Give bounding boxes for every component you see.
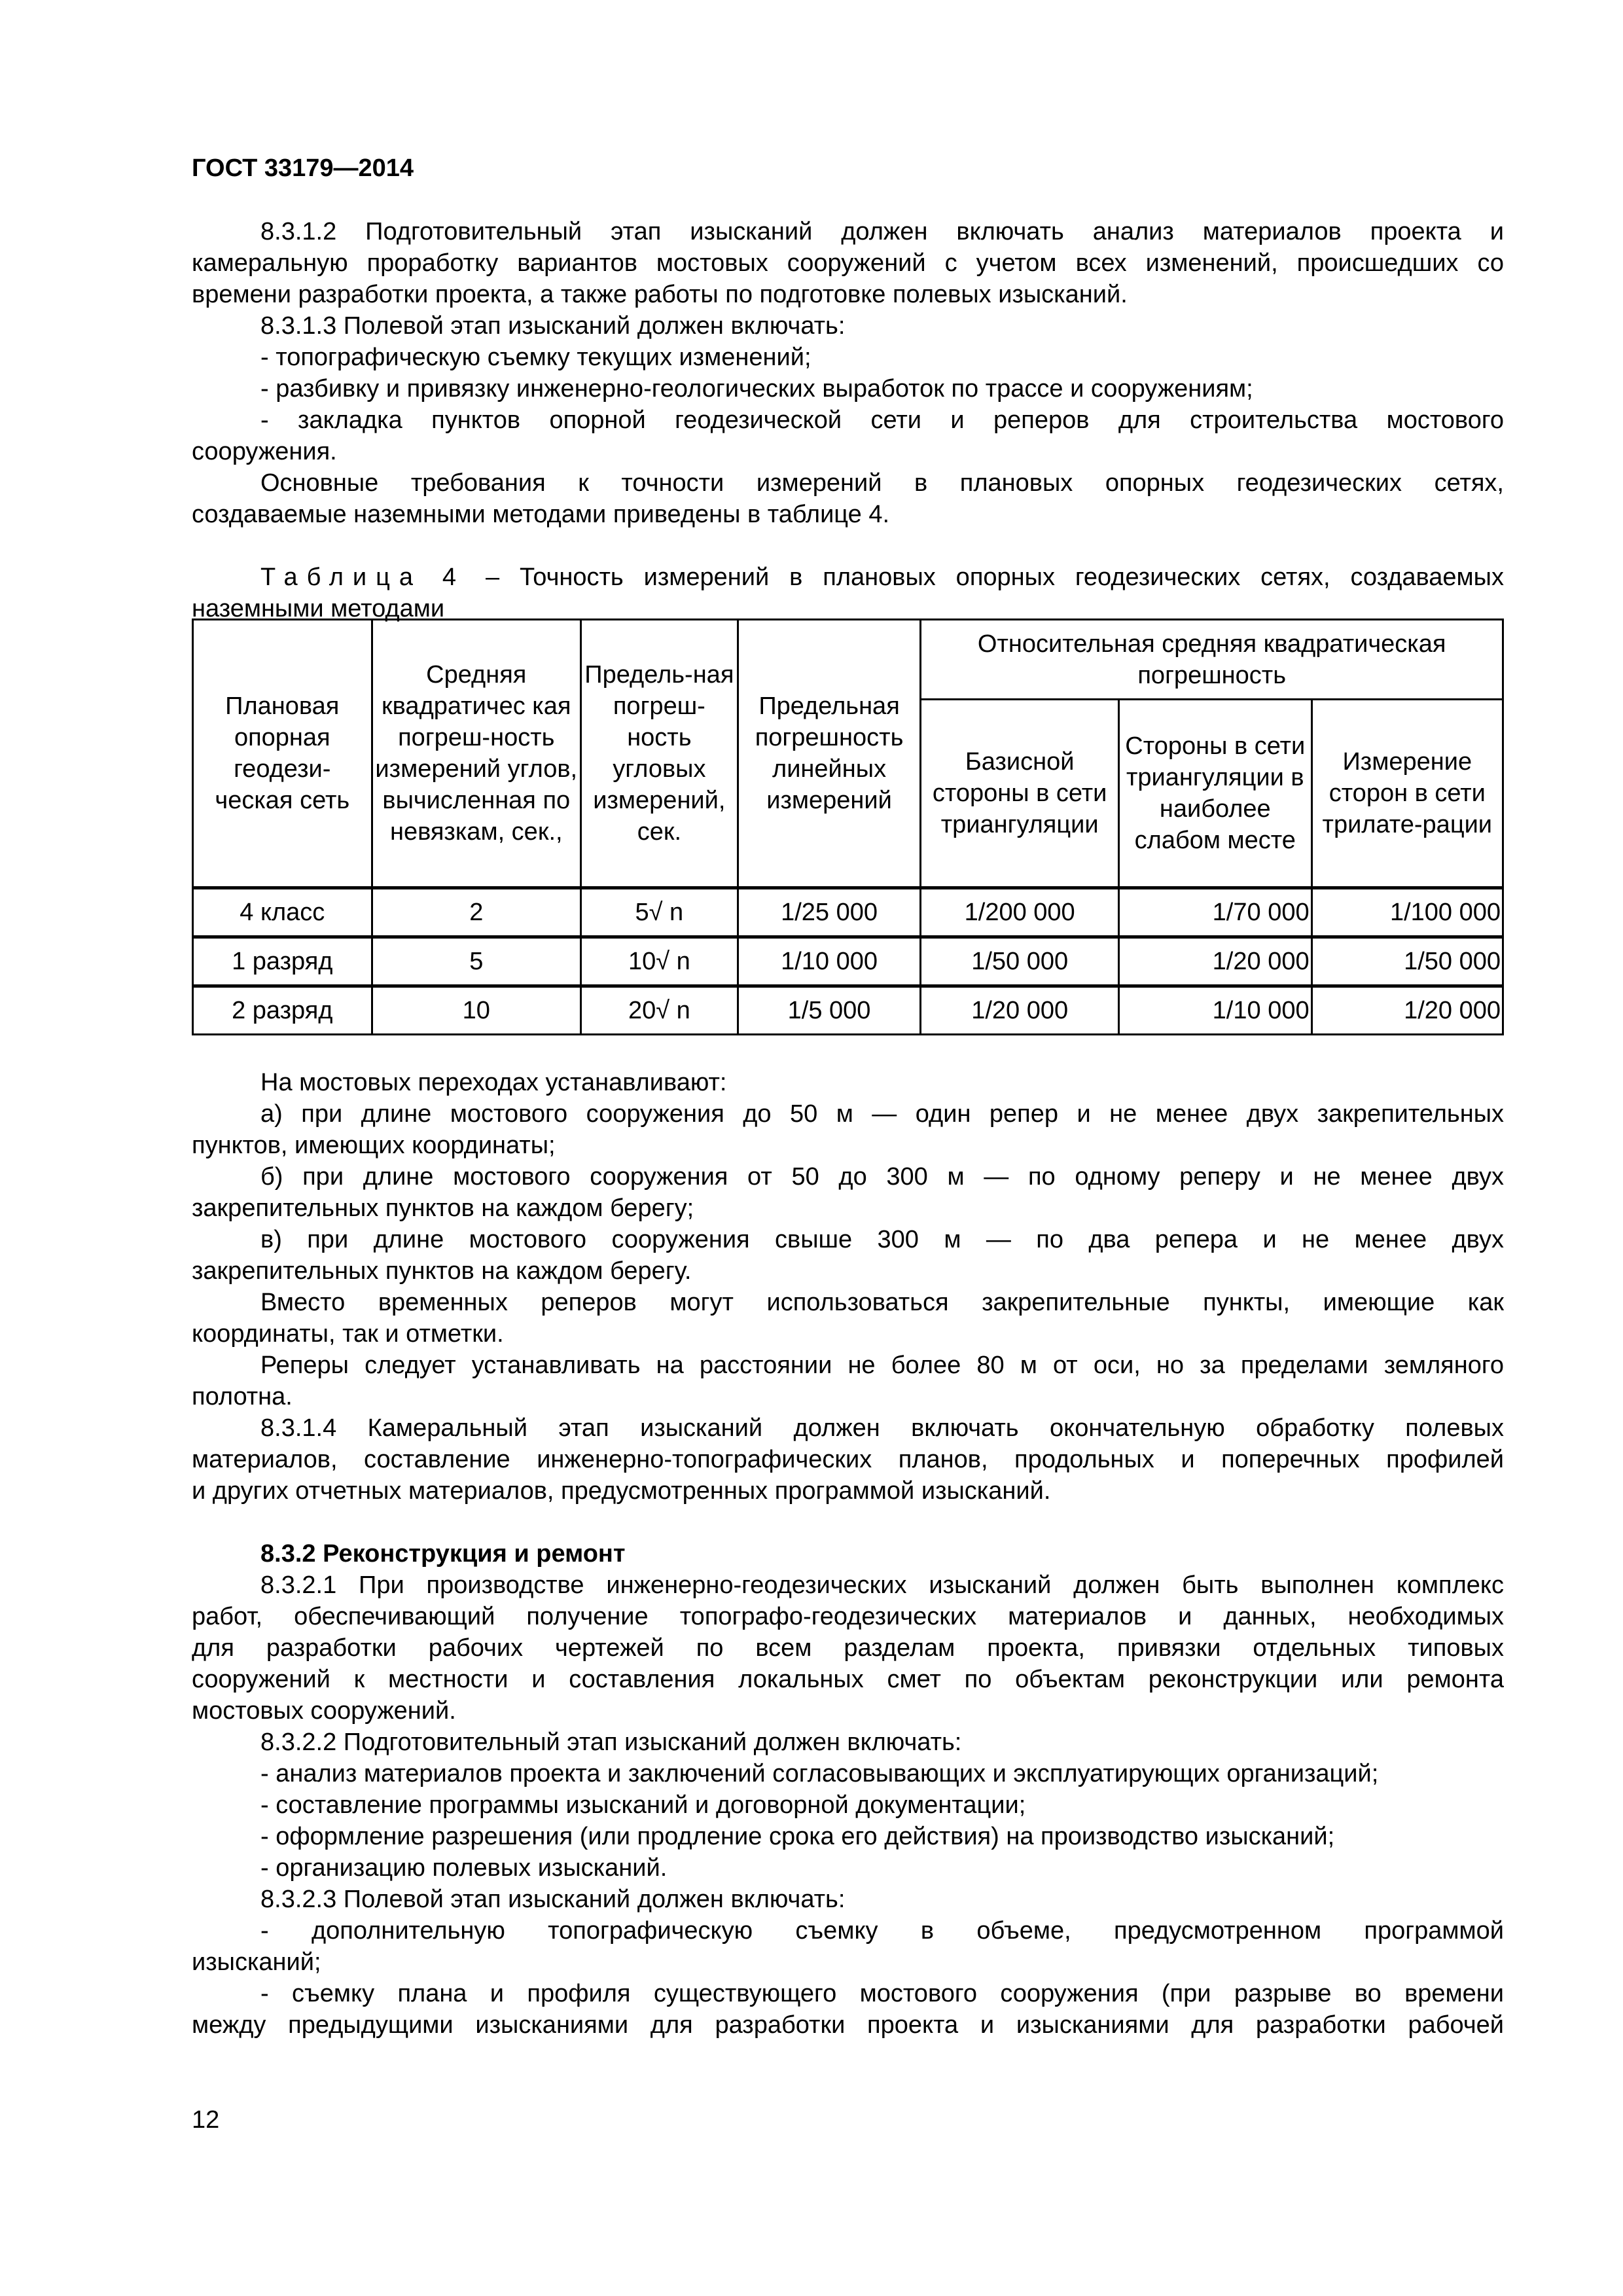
section-8-3-2-text — [192, 1538, 1504, 2041]
paragraph-line: 8.3.2.3 Полевой этап изысканий должен включать: — [260, 1886, 846, 1913]
cell-angle-limit: 20√ n — [580, 986, 738, 1035]
cell-weak-side: 1/70 000 — [1118, 888, 1311, 937]
cell-angle-limit: 10√ n — [580, 937, 738, 986]
cell-angle-rms: 10 — [372, 986, 580, 1035]
list-item: - оформление разрешения (или продление срока его действия) на производство изысканий; — [260, 1823, 1335, 1850]
header-weak-side: Стороны в сети триангуляции в наиболее слабом месте — [1118, 700, 1311, 888]
paragraph-line: материалов, составление инженерно-топографических планов, продольных и поперечных профилей — [192, 1446, 1504, 1473]
table-caption-label: Таблица — [260, 564, 422, 591]
paragraph-line: полотна. — [192, 1383, 293, 1410]
list-item-continuation: закрепительных пунктов на каждом берегу; — [192, 1194, 694, 1222]
page-number: 12 — [192, 2106, 220, 2134]
paragraph-line: времени разработки проекта, а также работы по подготовке полевых изысканий. — [192, 281, 1128, 308]
header-network: Плановая опорная геодези-ческая сеть — [193, 620, 372, 888]
cell-network: 2 разряд — [193, 986, 372, 1035]
paragraph-line: для разработки рабочих чертежей по всем разделам проекта, привязки отдельных типовых — [192, 1634, 1504, 1662]
cell-angle-limit: 5√ n — [580, 888, 738, 937]
paragraph-line: создаваемые наземными методами приведены в таблице 4. — [192, 501, 890, 528]
list-item: - организацию полевых изысканий. — [260, 1854, 668, 1882]
list-item: в) при длине мостового сооружения свыше 300 м — по два репера и не менее двух — [260, 1226, 1504, 1253]
list-item: б) при длине мостового сооружения от 50 до 300 м — по одному реперу и не менее двух — [260, 1163, 1504, 1191]
paragraph-line: и других отчетных материалов, предусмотренных программой изысканий. — [192, 1477, 1051, 1505]
table-caption-number: 4 — [442, 564, 466, 591]
paragraph-line: 8.3.1.3 Полевой этап изысканий должен включать: — [260, 312, 846, 340]
section-8-3-1-2-text — [192, 216, 1504, 530]
document-id-header: ГОСТ 33179—2014 — [192, 154, 414, 182]
cell-network: 1 разряд — [193, 937, 372, 986]
table-row — [193, 937, 1503, 986]
cell-trilateration: 1/100 000 — [1311, 888, 1503, 937]
paragraph-line: сооружений к местности и составления локальных смет по объектам реконструкции или ремонта — [192, 1666, 1504, 1693]
list-item: - разбивку и привязку инженерно-геологических выработок по трассе и сооружениям; — [260, 375, 1253, 403]
paragraph-line: координаты, так и отметки. — [192, 1320, 504, 1348]
cell-angle-rms: 2 — [372, 888, 580, 937]
list-item: - анализ материалов проекта и заключений согласовывающих и эксплуатирующих организаций; — [260, 1760, 1379, 1787]
cell-linear-limit: 1/10 000 — [738, 937, 921, 986]
accuracy-table — [192, 619, 1504, 1035]
table-caption — [192, 562, 1504, 624]
list-item: - съемку плана и профиля существующего мостового сооружения (при разрыве во времени — [260, 1980, 1504, 2007]
cell-basis-side: 1/50 000 — [921, 937, 1119, 986]
list-item: - дополнительную топографическую съемку в объеме, предусмотренном программой — [260, 1917, 1504, 1945]
list-item-continuation: закрепительных пунктов на каждом берегу. — [192, 1257, 692, 1285]
cell-network: 4 класс — [193, 888, 372, 937]
header-linear-limit: Предельная погрешность линейных измерений — [738, 620, 921, 888]
list-item: - закладка пунктов опорной геодезической сети и реперов для строительства мостового — [260, 406, 1504, 434]
paragraph-line: 8.3.1.2 Подготовительный этап изысканий должен включать анализ материалов проекта и — [260, 218, 1504, 245]
list-item: - топографическую съемку текущих изменений; — [260, 344, 812, 371]
list-item-continuation: между предыдущими изысканиями для разработки проекта и изысканиями для разработки рабочей — [192, 2011, 1504, 2039]
table-caption-text: – Точность измерений в плановых опорных геодезических сетях, создаваемых — [485, 564, 1504, 591]
header-angle-rms: Средняя квадратичес кая погреш-ность измерений углов, вычисленная по невязкам, сек., — [372, 620, 580, 888]
cell-weak-side: 1/20 000 — [1118, 937, 1311, 986]
list-item-continuation: пунктов, имеющих координаты; — [192, 1132, 556, 1159]
list-item-continuation: сооружения. — [192, 438, 337, 465]
header-relative-rms-group: Относительная средняя квадратическая погрешность — [921, 620, 1503, 700]
paragraph-line: работ, обеспечивающий получение топографо-геодезических материалов и данных, необходимых — [192, 1603, 1504, 1630]
list-item: - составление программы изысканий и договорной документации; — [260, 1791, 1026, 1819]
paragraph-line: Вместо временных реперов могут использоваться закрепительные пункты, имеющие как — [260, 1289, 1504, 1316]
paragraph-line: 8.3.2.2 Подготовительный этап изысканий должен включать: — [260, 1729, 962, 1756]
paragraph-line: 8.3.1.4 Камеральный этап изысканий должен включать окончательную обработку полевых — [260, 1414, 1504, 1442]
table-row — [193, 888, 1503, 937]
section-heading: 8.3.2 Реконструкция и ремонт — [260, 1540, 626, 1568]
cell-weak-side: 1/10 000 — [1118, 986, 1311, 1035]
cell-linear-limit: 1/25 000 — [738, 888, 921, 937]
cell-angle-rms: 5 — [372, 937, 580, 986]
bridge-benchmarks-text — [192, 1067, 1504, 1507]
header-trilateration: Измерение сторон в сети трилате-рации — [1311, 700, 1503, 888]
cell-linear-limit: 1/5 000 — [738, 986, 921, 1035]
cell-basis-side: 1/20 000 — [921, 986, 1119, 1035]
paragraph-line: мостовых сооружений. — [192, 1697, 456, 1725]
cell-trilateration: 1/50 000 — [1311, 937, 1503, 986]
paragraph-line: На мостовых переходах устанавливают: — [260, 1069, 727, 1096]
paragraph-line: камеральную проработку вариантов мостовых сооружений с учетом всех изменений, происшедших со — [192, 249, 1504, 277]
header-basis-side: Базисной стороны в сети триангуляции — [921, 700, 1119, 888]
header-angle-limit: Предель-ная погреш-ность угловых измерений, сек. — [580, 620, 738, 888]
paragraph-line: Реперы следует устанавливать на расстоянии не более 80 м от оси, но за пределами земляного — [260, 1352, 1504, 1379]
cell-trilateration: 1/20 000 — [1311, 986, 1503, 1035]
table-row — [193, 986, 1503, 1035]
paragraph-line: 8.3.2.1 При производстве инженерно-геодезических изысканий должен быть выполнен комплекс — [260, 1571, 1504, 1599]
table-caption-text: наземными методами — [192, 595, 445, 622]
cell-basis-side: 1/200 000 — [921, 888, 1119, 937]
list-item: а) при длине мостового сооружения до 50 м — один репер и не менее двух закрепительных — [260, 1100, 1504, 1128]
paragraph-line: Основные требования к точности измерений в плановых опорных геодезических сетях, — [260, 469, 1504, 497]
list-item-continuation: изысканий; — [192, 1948, 321, 1976]
